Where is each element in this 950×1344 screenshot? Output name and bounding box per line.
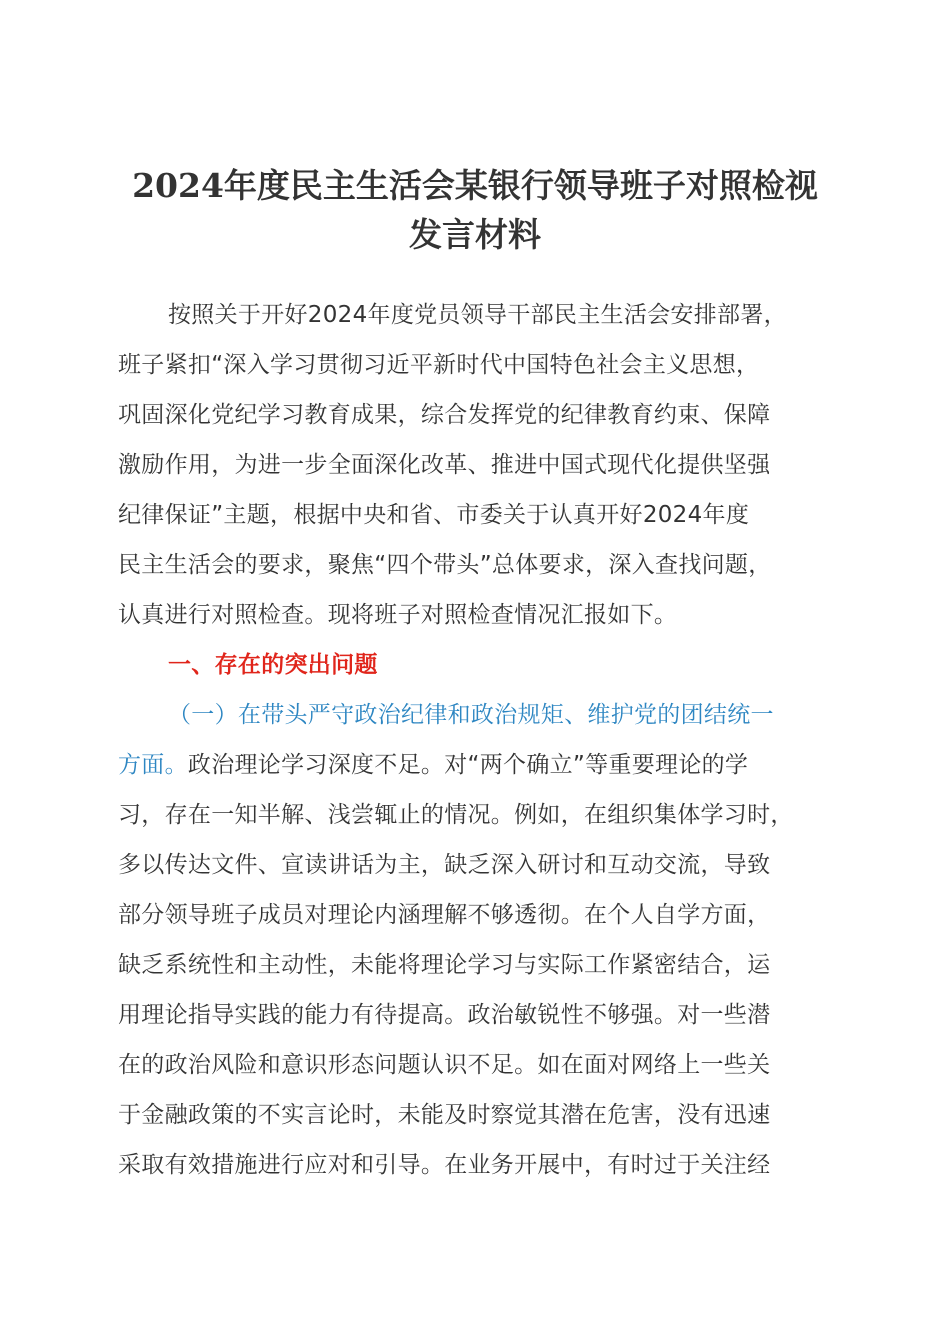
- subsection-paragraph-line: 部分领导班子成员对理论内涵理解不够透彻。在个人自学方面，: [118, 902, 771, 928]
- subsection-paragraph-line: [118, 740, 833, 790]
- document-body: [118, 290, 833, 1190]
- subsection-heading-tail: 方面。: [118, 752, 188, 778]
- intro-paragraph-line: 巩固深化党纪学习教育成果，综合发挥党的纪律教育约束、保障: [118, 402, 771, 428]
- subsection-paragraph-line: 于金融政策的不实言论时，未能及时察觉其潜在危害，没有迅速: [118, 1102, 771, 1128]
- intro-paragraph-line: 班子紧扣“深入学习贯彻习近平新时代中国特色社会主义思想，: [118, 352, 760, 378]
- intro-paragraph-line: 纪律保证”主题，根据中央和省、市委关于认真开好2024年度: [118, 502, 750, 528]
- subsection-heading: （一）在带头严守政治纪律和政治规矩、维护党的团结统一: [168, 702, 774, 728]
- intro-paragraph-line: 认真进行对照检查。现将班子对照检查情况汇报如下。: [118, 602, 678, 628]
- document-title-line-1: 2024年度民主生活会某银行领导班子对照检视: [132, 166, 818, 205]
- intro-paragraph-line: 民主生活会的要求，聚焦“四个带头”总体要求，深入查找问题，: [118, 552, 772, 578]
- subsection-paragraph-line: 多以传达文件、宣读讲话为主，缺乏深入研讨和互动交流，导致: [118, 852, 771, 878]
- intro-paragraph-line: 按照关于开好2024年度党员领导干部民主生活会安排部署，: [168, 302, 787, 328]
- subsection-paragraph-line: 习，存在一知半解、浅尝辄止的情况。例如，在组织集体学习时，: [118, 802, 794, 828]
- subsection-paragraph-line: 缺乏系统性和主动性，未能将理论学习与实际工作紧密结合，运: [118, 952, 771, 978]
- subsection-paragraph-line: 用理论指导实践的能力有待提高。政治敏锐性不够强。对一些潜: [118, 1002, 771, 1028]
- subsection-paragraph-line: 采取有效措施进行应对和引导。在业务开展中，有时过于关注经: [118, 1152, 771, 1178]
- document-title-line-2: 发言材料: [409, 215, 541, 254]
- section-heading: 一、存在的突出问题: [168, 652, 378, 678]
- subsection-paragraph-line: 在的政治风险和意识形态问题认识不足。如在面对网络上一些关: [118, 1052, 771, 1078]
- intro-paragraph-line: 激励作用，为进一步全面深化改革、推进中国式现代化提供坚强: [118, 452, 771, 478]
- subsection-paragraph-text: 政治理论学习深度不足。对“两个确立”等重要理论的学: [187, 752, 749, 778]
